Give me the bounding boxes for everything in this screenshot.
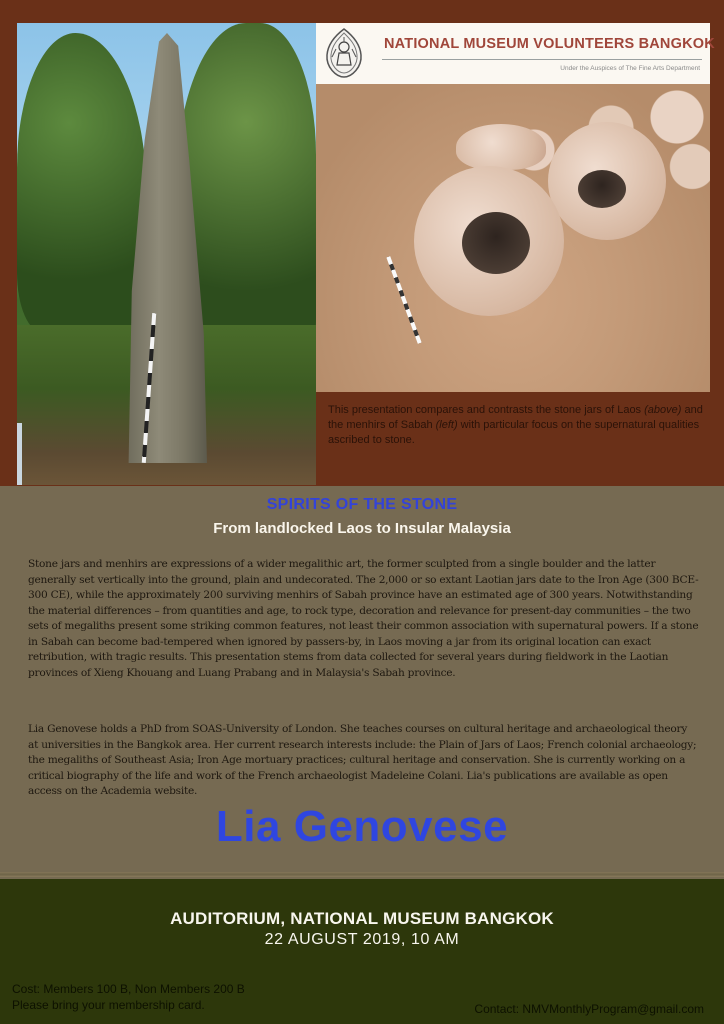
caption-text: with particular focus on the supernatural qualities ascribed to stone. bbox=[328, 419, 700, 446]
caption-text: and the menhirs of Sabah bbox=[328, 404, 703, 431]
talk-title: SPIRITS OF THE STONE bbox=[266, 496, 458, 513]
jar-mouth bbox=[462, 212, 530, 274]
talk-subtitle: From landlocked Laos to Insular Malaysia bbox=[213, 520, 511, 537]
event-footer bbox=[0, 879, 724, 1024]
photo-caption bbox=[328, 403, 708, 448]
measuring-rod bbox=[386, 256, 421, 344]
museum-header bbox=[316, 23, 715, 84]
marker-post bbox=[17, 423, 22, 485]
caption-left: (left) bbox=[435, 419, 458, 431]
membership-note: Please bring your membership card. bbox=[12, 998, 205, 1012]
thai-deity-emblem-icon bbox=[324, 27, 364, 79]
contact-email[interactable]: Contact: NMVMonthlyProgram@gmail.com bbox=[474, 1002, 704, 1016]
jar-mouth bbox=[578, 170, 626, 208]
event-cost: Cost: Members 100 B, Non Members 200 B bbox=[12, 982, 245, 996]
event-datetime: 22 AUGUST 2019, 10 AM bbox=[264, 931, 460, 948]
talk-abstract: Stone jars and menhirs are expressions of a wider megalithic art, the former sculpted from a single boulder and the latter generally set vertically into the ground, plain and undecorated. The 2,000 or so extant Laotian jars date to the Iron Age (300 BCE-300 CE), while the approximately 200 surviving menhirs of Sabah province have an estimated age of 300 years. Notwithstanding the material differences – from quantities and age, to rock type, decoration and relevance for present-day communities – the two sets of megaliths present some striking common features, not least their common association with supernatural powers. If a stone in Sabah can become bad-tempered when ignored by passers-by, in Laos moving a jar from its original location can exact retribution, with tragic results. This presentation stems from data collected for several years during fieldwork in the Laotian provinces of Xieng Khouang and Luang Prabang and in Malaysia's Sabah province. bbox=[28, 558, 699, 679]
speaker-bio: Lia Genovese holds a PhD from SOAS-University of London. She teaches courses on cultural heritage and archaeological theory at universities in the Bangkok area. Her current research interests include: the Plain of Jars of Laos; French colonial archaeology; the megaliths of Southeast Asia; Iron Age mortuary practices; cultural heritage and conservation. She is currently working on a critical biography of the life and work of the French archaeologist Madeleine Colani. Lia's publications are available as open access on the Academia website. bbox=[28, 723, 697, 797]
caption-text: This presentation compares and contrasts the stone jars of Laos bbox=[328, 404, 645, 416]
stone-jar-back bbox=[456, 124, 546, 170]
organization-title: NATIONAL MUSEUM VOLUNTEERS BANGKOK bbox=[384, 36, 715, 52]
section-divider bbox=[0, 872, 724, 877]
header-divider bbox=[382, 59, 702, 60]
stone-jars-photo bbox=[316, 84, 710, 392]
caption-above: (above) bbox=[644, 404, 682, 416]
event-cost-block bbox=[12, 981, 245, 1013]
speaker-name: Lia Genovese bbox=[215, 802, 509, 851]
menhir-photo bbox=[17, 23, 316, 485]
event-venue: AUDITORIUM, NATIONAL MUSEUM BANGKOK bbox=[170, 909, 554, 928]
tree-foliage-left bbox=[17, 33, 147, 333]
organization-subtitle: Under the Auspices of The Fine Arts Department bbox=[560, 65, 700, 72]
stone-jar-front bbox=[414, 166, 564, 316]
stone-jar-right bbox=[548, 122, 666, 240]
